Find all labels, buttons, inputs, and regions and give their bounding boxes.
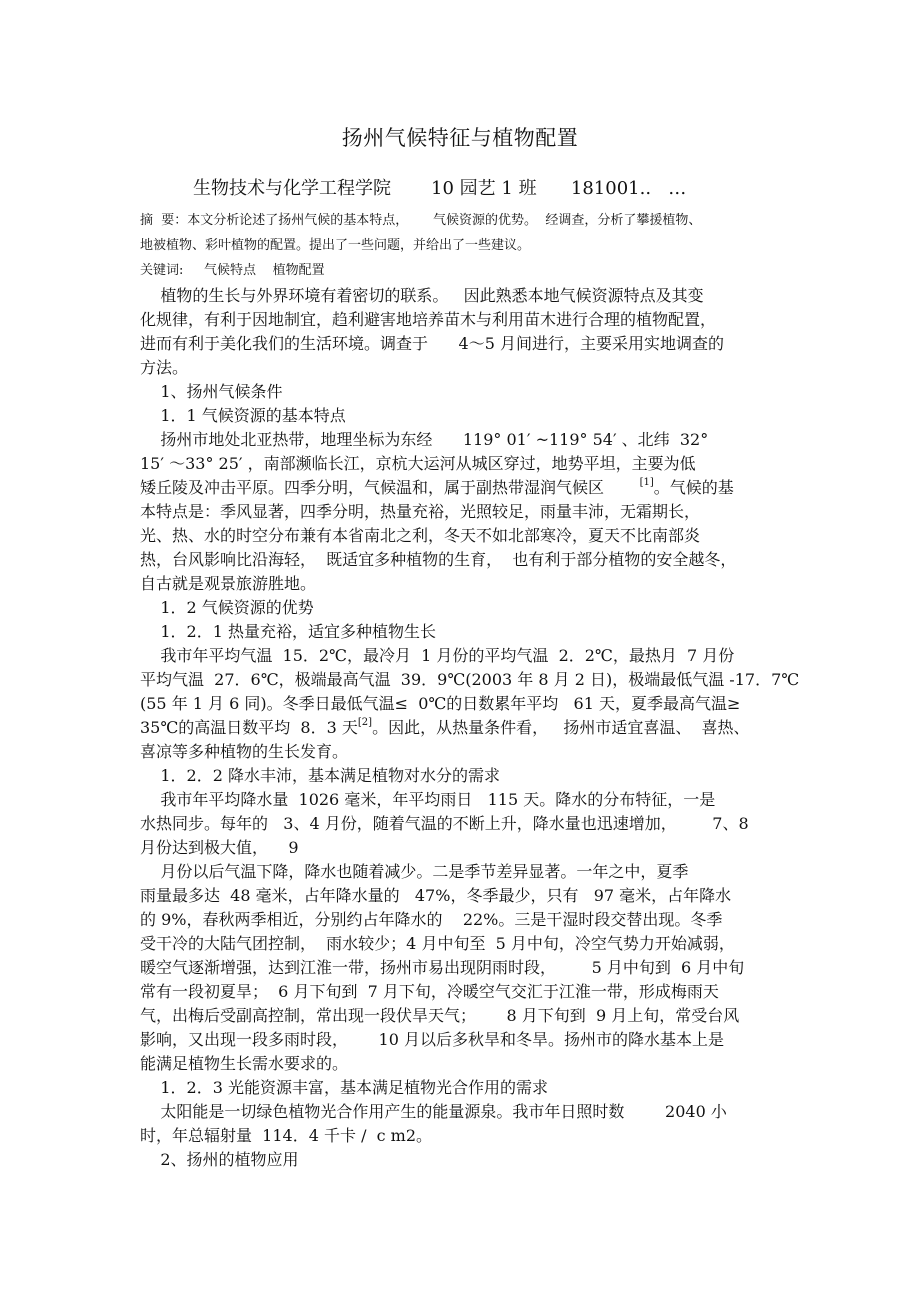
body-line: 化规律，有利于因地制宜，趋利避害地培养苗木与利用苗木进行合理的植物配置， [140, 310, 717, 329]
reference-marker: [1] [639, 477, 654, 488]
section-heading: 2、扬州的植物应用 [140, 1150, 299, 1169]
body-text: 。气候的基 [653, 478, 734, 497]
body-line: 植物的生长与外界环境有着密切的联系。 因此熟悉本地气候资源特点及其变 [140, 286, 704, 305]
body-text: 。因此，从热量条件看， 扬州市适宜喜温、 喜热、 [372, 718, 750, 737]
body-line: 受干冷的大陆气团控制， 雨水较少；4 月中旬至 5 月中旬，冷空气势力开始减弱， [140, 934, 735, 953]
body-line: 光、热、水的时空分布兼有本省南北之利，冬天不如北部寒冷，夏天不比南部炎 [140, 526, 701, 545]
body-line [140, 718, 750, 738]
body-line: 我市年平均降水量 1026 毫米，年平均雨日 115 天。降水的分布特征，一是 [140, 790, 716, 809]
body-line: 本特点是：季风显著，四季分明，热量充裕，光照较足，雨量丰沛，无霜期长， [140, 502, 701, 521]
body-line: 暖空气逐渐增强，达到江淮一带，扬州市易出现阴雨时段， 5 月中旬到 6 月中旬 [140, 958, 745, 977]
body-line: 我市年平均气温 15．2℃，最冷月 1 月份的平均气温 2．2℃，最热月 7 月份 [140, 646, 735, 665]
body-text: 矮丘陵及冲击平原。四季分明，气候温和，属于副热带湿润气候区 [140, 478, 640, 497]
body-line: 月份达到极大值， 9 [140, 838, 299, 857]
body-line: 月份以后气温下降，降水也随着减少。二是季节差异显著。一年之中，夏季 [140, 862, 689, 881]
section-heading: 1、扬州气候条件 [140, 382, 283, 401]
body-line: 时，年总辐射量 114．4 千卡 / c m2。 [140, 1126, 433, 1145]
body-line: 水热同步。每年的 3、4 月份，随着气温的不断上升，降水量也迅速增加， 7、8 [140, 814, 749, 833]
body-line: 气，出梅后受副高控制，常出现一段伏旱天气； 8 月下旬到 9 月上旬，常受台风 [140, 1006, 740, 1025]
body-line: 15′ ～33° 25′ ，南部濒临长江，京杭大运河从城区穿过，地势平坦，主要为低 [140, 454, 696, 473]
body-line: 进而有利于美化我们的生活环境。调查于 4～5 月间进行，主要采用实地调查的 [140, 334, 724, 353]
body-line: 平均气温 27．6℃，极端最高气温 39．9℃(2003 年 8 月 2 日)，极端最低气温 -17．7℃ [140, 670, 800, 689]
document-title: 扬州气候特征与植物配置 [341, 126, 579, 150]
section-heading: 1．2．1 热量充裕，适宜多种植物生长 [140, 622, 436, 641]
section-heading: 1．2 气候资源的优势 [140, 598, 314, 617]
section-heading: 1．2．2 降水丰沛，基本满足植物对水分的需求 [140, 766, 500, 785]
abstract-line: 摘 要：本文分析论述了扬州气候的基本特点， 气候资源的优势。 经调查，分析了攀援植物、 [140, 213, 702, 228]
abstract-line: 地被植物、彩叶植物的配置。提出了一些问题，并给出了一些建议。 [140, 238, 531, 253]
section-heading: 1．2．3 光能资源丰富，基本满足植物光合作用的需求 [140, 1078, 548, 1097]
body-line: 自古就是观景旅游胜地。 [140, 574, 317, 593]
body-line: 的 9%，春秋两季相近，分别约占年降水的 22%。三是干湿时段交替出现。冬季 [140, 910, 723, 929]
body-line: 能满足植物生长需水要求的。 [140, 1054, 349, 1073]
body-line: 方法。 [140, 358, 189, 377]
reference-marker: [2] [357, 717, 373, 728]
body-line: (55 年 1 月 6 同)。冬季日最低气温≤ 0℃的日数累年平均 61 天，夏季最高气温≥ [140, 694, 741, 713]
author-line: 生物技术与化学工程学院 10 园艺 1 班 181001.. … [193, 178, 687, 199]
body-line: 喜凉等多种植物的生长发育。 [140, 742, 349, 761]
body-line: 扬州市地处北亚热带，地理坐标为东经 119° 01′ ~119° 54′ 、北纬 32° [140, 430, 709, 449]
body-line: 太阳能是一切绿色植物光合作用产生的能量源泉。我市年日照时数 2040 小 [140, 1102, 727, 1121]
body-text: 35℃的高温日数平均 8．3 天 [140, 718, 358, 737]
body-line [140, 478, 734, 498]
body-line: 雨量最多达 48 毫米，占年降水量的 47%，冬季最少，只有 97 毫米，占年降水 [140, 886, 732, 905]
body-line: 常有一段初夏旱； 6 月下旬到 7 月下旬，冷暖空气交汇于江淮一带，形成梅雨天 [140, 982, 719, 1001]
body-line: 影响，又出现一段多雨时段， 10 月以后多秋旱和冬旱。扬州市的降水基本上是 [140, 1030, 724, 1049]
section-heading: 1．1 气候资源的基本特点 [140, 406, 346, 425]
body-line: 热，台风影响比沿海轻， 既适宜多种植物的生育， 也有利于部分植物的安全越冬， [140, 550, 737, 569]
keywords-line: 关键词: 气候特点 植物配置 [140, 263, 325, 278]
